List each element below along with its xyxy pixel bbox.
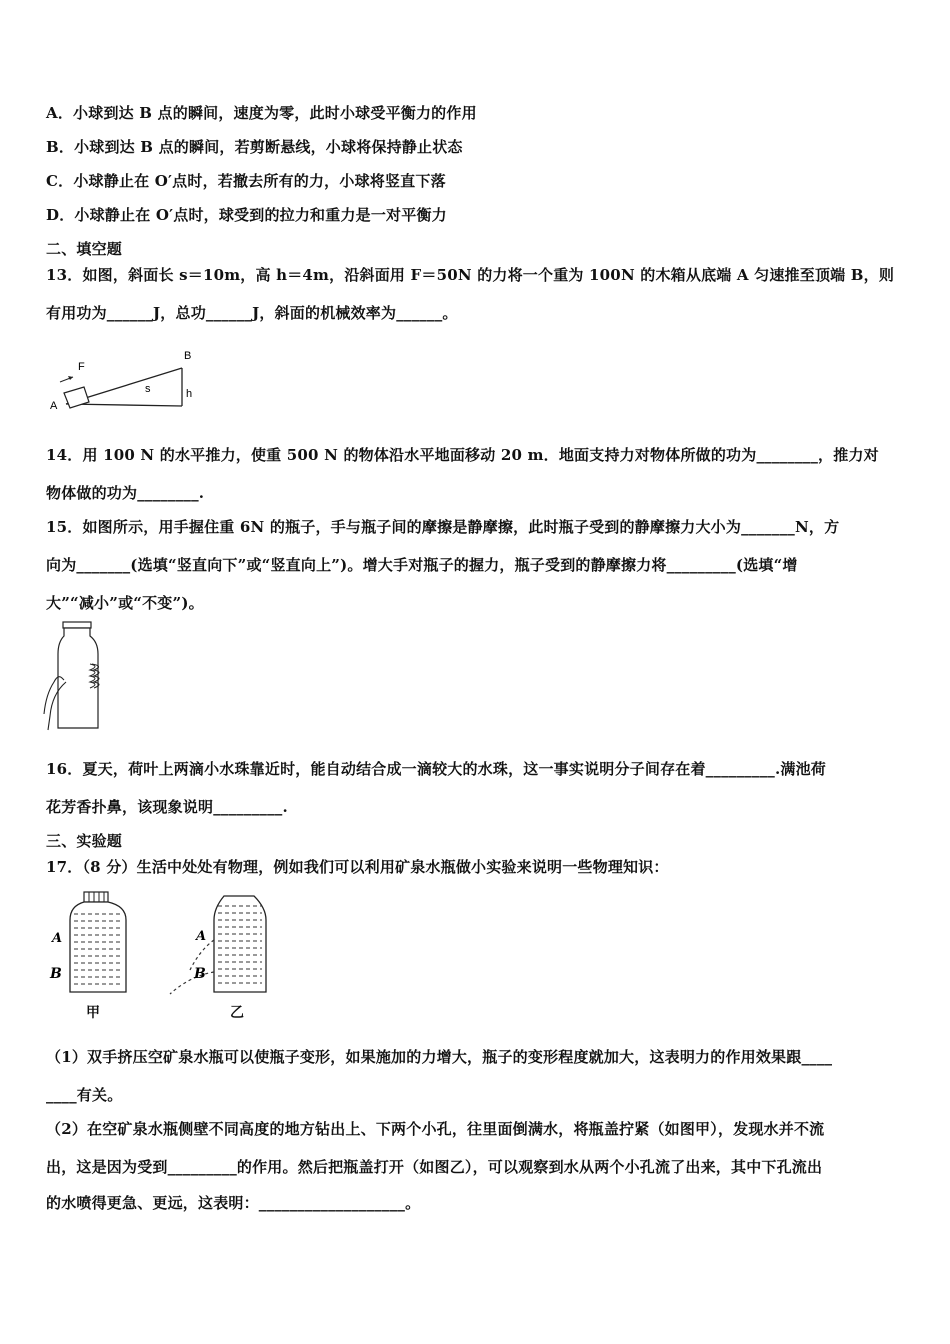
q17-part1-line-2: ____有关。 bbox=[46, 1086, 123, 1104]
q13-line-1: 13．如图，斜面长 s＝10m，高 h＝4m，沿斜面用 F＝50N 的力将一个重为 100N 的木箱从底端 A 匀速推至顶端 B，则 bbox=[46, 266, 895, 284]
bottle-jia-caption: 甲 bbox=[86, 1005, 100, 1021]
bottle-in-hand-diagram bbox=[42, 620, 112, 732]
bottle-yi-label-a: A bbox=[196, 929, 207, 944]
incline-diagram bbox=[46, 344, 206, 414]
bottle-jia-label-a: A bbox=[52, 931, 63, 946]
bottle-yi-caption: 乙 bbox=[230, 1005, 244, 1021]
option-c: C．小球静止在 O′点时，若撤去所有的力，小球将竖直下落 bbox=[46, 172, 446, 190]
q17-part2-line-3: 的水喷得更急、更远，这表明：___________________。 bbox=[46, 1194, 421, 1212]
incline-label-a: A bbox=[50, 400, 58, 412]
bottle-jia-diagram bbox=[46, 890, 136, 998]
q17-part1-line-1: （1）双手挤压空矿泉水瓶可以使瓶子变形，如果施加的力增大，瓶子的变形程度就加大，这表明力的作用效果跟____ bbox=[46, 1048, 833, 1066]
incline-label-f: F bbox=[78, 361, 85, 373]
q17-part2-line-2: 出，这是因为受到_________的作用。然后把瓶盖打开（如图乙），可以观察到水从两个小孔流了出来，其中下孔流出 bbox=[46, 1158, 823, 1176]
incline-label-b: B bbox=[184, 350, 192, 362]
section-heading-fill-blank: 二、填空题 bbox=[46, 240, 123, 258]
bottle-yi-label-b: B bbox=[194, 966, 206, 982]
incline-label-h: h bbox=[186, 388, 193, 400]
q16-line-1: 16．夏天，荷叶上两滴小水珠靠近时，能自动结合成一滴较大的水珠，这一事实说明分子间存在着_________.满池荷 bbox=[46, 760, 827, 778]
q15-line-1: 15．如图所示，用手握住重 6N 的瓶子，手与瓶子间的摩擦是静摩擦，此时瓶子受到的静摩擦力大小为_______N，方 bbox=[46, 518, 840, 536]
bottle-jia-label-b: B bbox=[50, 966, 62, 982]
bottle-yi-diagram bbox=[160, 890, 270, 998]
q15-line-3: 大”“减小”或“不变”)。 bbox=[46, 594, 204, 612]
q14-line-1: 14．用 100 N 的水平推力，使重 500 N 的物体沿水平地面移动 20 m．地面支持力对物体所做的功为________，推力对 bbox=[46, 446, 879, 464]
section-heading-experiment: 三、实验题 bbox=[46, 832, 123, 850]
q17-part2-line-1: （2）在空矿泉水瓶侧壁不同高度的地方钻出上、下两个小孔，往里面倒满水，将瓶盖拧紧（如图甲），发现水并不流 bbox=[46, 1120, 825, 1138]
q15-line-2: 向为_______(选填“竖直向下”或“竖直向上”)。增大手对瓶子的握力，瓶子受到的静摩擦力将_________(选填“增 bbox=[46, 556, 798, 574]
q17-intro: 17．（8 分）生活中处处有物理，例如我们可以利用矿泉水瓶做小实验来说明一些物理知识： bbox=[46, 858, 669, 876]
option-a: A．小球到达 B 点的瞬间，速度为零，此时小球受平衡力的作用 bbox=[46, 104, 477, 122]
q16-line-2: 花芳香扑鼻，该现象说明_________. bbox=[46, 798, 288, 816]
option-b: B．小球到达 B 点的瞬间，若剪断悬线，小球将保持静止状态 bbox=[46, 138, 463, 156]
q13-line-2: 有用功为______J，总功______J，斜面的机械效率为______。 bbox=[46, 304, 458, 322]
q14-line-2: 物体做的功为________. bbox=[46, 484, 205, 502]
incline-label-s: s bbox=[145, 383, 151, 395]
option-d: D．小球静止在 O′点时，球受到的拉力和重力是一对平衡力 bbox=[46, 206, 447, 224]
